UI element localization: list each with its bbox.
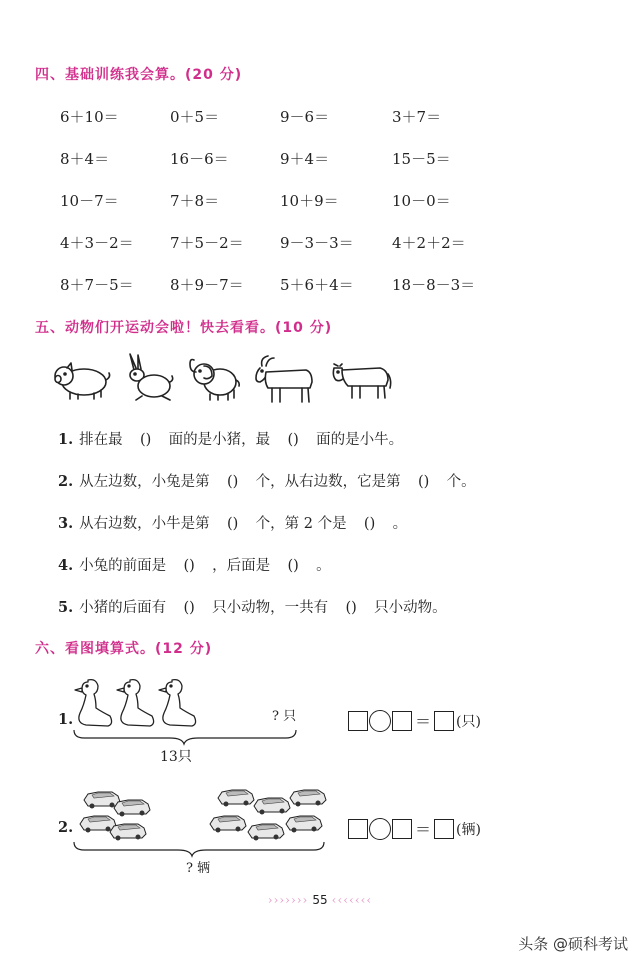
- car-icon: [84, 792, 120, 809]
- elephant-icon: [190, 360, 239, 401]
- section-5-title: 五、动物们开运动会啦！快去看看。(10 分): [35, 320, 333, 336]
- question-5: 5. 小猪的后面有( ) 只小动物，一共有( ) 只小动物。: [58, 596, 447, 617]
- calc-item: 9－3－3＝: [280, 234, 354, 252]
- calc-item: 4＋3－2＝: [60, 234, 134, 252]
- operator-circle[interactable]: [369, 710, 391, 732]
- calc-item: 10－0＝: [392, 192, 451, 210]
- formula-2: ＝ (辆): [348, 817, 481, 840]
- answer-blank[interactable]: [210, 474, 256, 490]
- answer-box[interactable]: [392, 819, 412, 839]
- car-icon: [248, 824, 284, 841]
- cars-figure: [70, 784, 340, 864]
- answer-box[interactable]: [434, 711, 454, 731]
- car-icon: [114, 800, 150, 817]
- answer-box[interactable]: [348, 711, 368, 731]
- cow-icon: [333, 364, 390, 398]
- calc-item: 16－6＝: [170, 150, 229, 168]
- answer-blank[interactable]: [270, 432, 316, 448]
- question-2: 2. 从左边数，小兔是第( ) 个，从右边数，它是第( ) 个。: [58, 470, 476, 491]
- calc-item: 8＋4＝: [60, 150, 110, 168]
- answer-box[interactable]: [434, 819, 454, 839]
- answer-box[interactable]: [392, 711, 412, 731]
- calc-item: 7＋5－2＝: [170, 234, 244, 252]
- calc-item: 18－8－3＝: [392, 276, 476, 294]
- page-number: [0, 893, 640, 907]
- answer-blank[interactable]: [166, 600, 212, 616]
- pig-icon: [55, 363, 110, 399]
- duck-icon: [75, 680, 112, 726]
- goat-icon: [256, 356, 312, 402]
- duck-icon: [159, 680, 196, 726]
- car-icon: [254, 798, 290, 815]
- question-1: 1. 排在最( ) 面的是小猪，最( ) 面的是小牛。: [58, 428, 403, 449]
- car-icon: [286, 816, 322, 833]
- answer-box[interactable]: [348, 819, 368, 839]
- total-label: 13只: [160, 749, 192, 765]
- calc-item: 3＋7＝: [392, 108, 442, 126]
- operator-circle[interactable]: [369, 818, 391, 840]
- car-icon: [290, 790, 326, 807]
- calc-item: 9＋4＝: [280, 150, 330, 168]
- page-number-value: 55: [312, 893, 328, 907]
- answer-blank[interactable]: [270, 558, 316, 574]
- animals-illustration: [52, 352, 397, 408]
- section-4-title: 四、基础训练我会算。(20 分): [35, 67, 243, 83]
- question-3: 3. 从右边数，小牛是第( ) 个，第 2 个是( ) 。: [58, 512, 407, 533]
- duck-icon: [117, 680, 154, 726]
- calc-item: 5＋6＋4＝: [280, 276, 354, 294]
- watermark: 头条 @硕科考试: [518, 935, 628, 953]
- section-6-title: 六、看图填算式。(12 分): [35, 641, 213, 657]
- question-label: ? 辆: [186, 861, 211, 876]
- question-label: ? 只: [272, 709, 297, 724]
- formula-1: ＝ (只): [348, 709, 481, 732]
- car-icon: [80, 816, 116, 833]
- answer-blank[interactable]: [347, 516, 393, 532]
- problem-1-number: 1.: [58, 711, 74, 728]
- calc-item: 8＋7－5＝: [60, 276, 134, 294]
- answer-blank[interactable]: [210, 516, 256, 532]
- arrows-left: ›››››››: [267, 893, 309, 907]
- question-4: 4. 小兔的前面是( ) ，后面是( ) 。: [58, 554, 331, 575]
- answer-blank[interactable]: [401, 474, 447, 490]
- calc-item: 0＋5＝: [170, 108, 220, 126]
- rabbit-icon: [130, 354, 173, 400]
- car-icon: [210, 816, 246, 833]
- calc-item: 15－5＝: [392, 150, 451, 168]
- calc-item: 4＋2＋2＝: [392, 234, 466, 252]
- answer-blank[interactable]: [166, 558, 212, 574]
- calc-item: 6＋10＝: [60, 108, 119, 126]
- arrows-right: ‹‹‹‹‹‹‹: [331, 893, 373, 907]
- calc-item: 10＋9＝: [280, 192, 339, 210]
- problem-2-number: 2.: [58, 819, 74, 836]
- calc-item: 8＋9－7＝: [170, 276, 244, 294]
- car-icon: [110, 824, 146, 841]
- car-icon: [218, 790, 254, 807]
- answer-blank[interactable]: [123, 432, 169, 448]
- calc-item: 10－7＝: [60, 192, 119, 210]
- calc-item: 9－6＝: [280, 108, 330, 126]
- answer-blank[interactable]: [328, 600, 374, 616]
- calc-item: 7＋8＝: [170, 192, 220, 210]
